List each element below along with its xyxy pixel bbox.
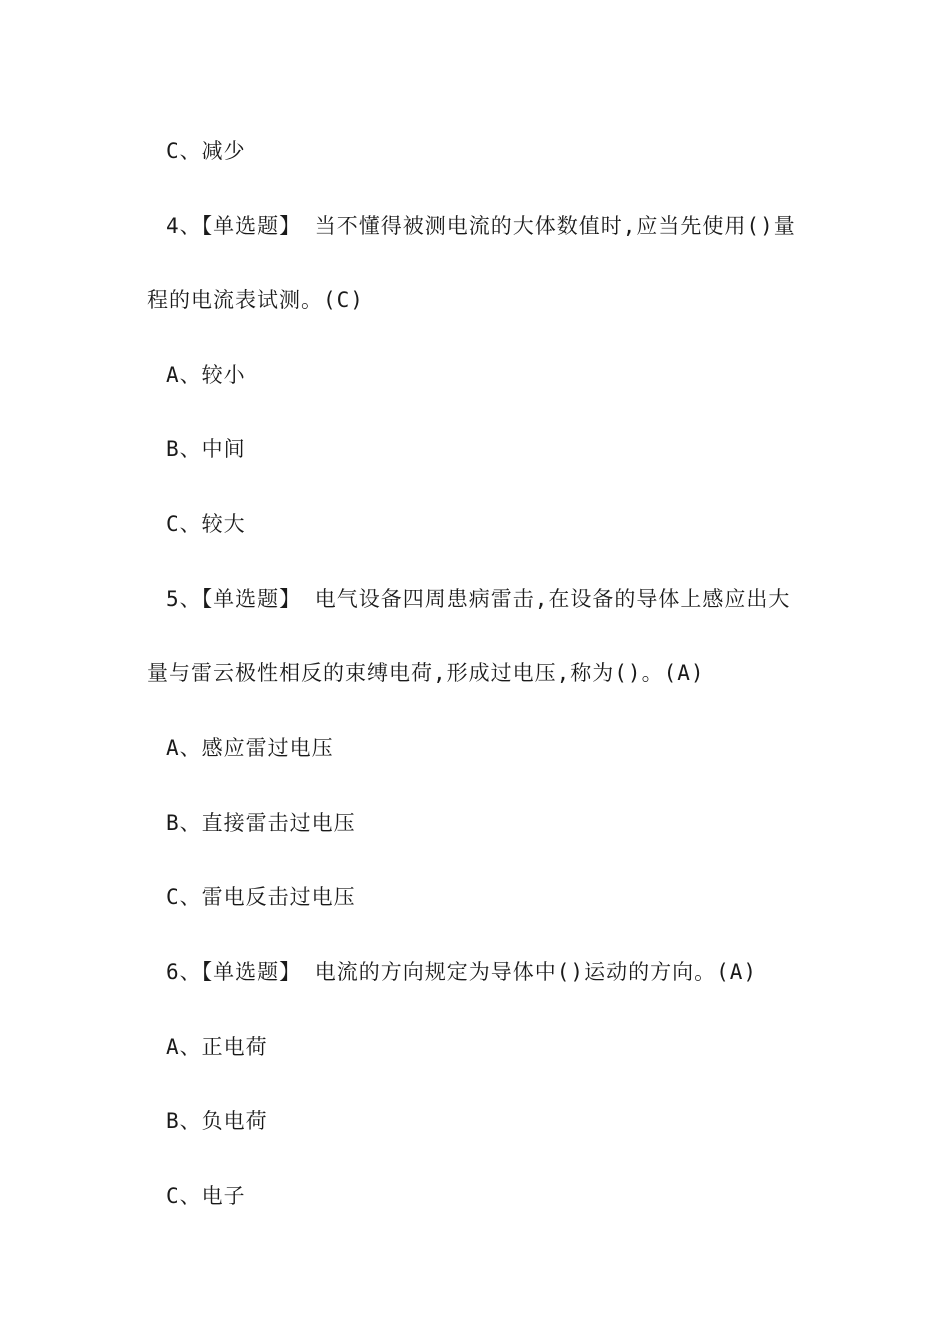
q5-question-stem-continued: 量与雷云极性相反的束缚电荷,形成过电压,称为()。(A)	[147, 661, 705, 685]
q3-option-c: C、减少	[166, 139, 246, 163]
q6-option-b: B、负电荷	[166, 1109, 268, 1133]
q5-option-a: A、感应雷过电压	[166, 736, 334, 760]
q4-question-stem-continued: 程的电流表试测。(C)	[147, 288, 364, 312]
q6-option-c: C、电子	[166, 1184, 246, 1208]
q5-option-b: B、直接雷击过电压	[166, 811, 356, 835]
q6-option-a: A、正电荷	[166, 1035, 268, 1059]
q4-option-a: A、较小	[166, 363, 246, 387]
q4-option-b: B、中间	[166, 437, 246, 461]
q4-option-c: C、较大	[166, 512, 246, 536]
q5-option-c: C、雷电反击过电压	[166, 885, 356, 909]
q6-question-stem: 6、【单选题】 电流的方向规定为导体中()运动的方向。(A)	[166, 960, 757, 984]
q5-question-stem: 5、【单选题】 电气设备四周患病雷击,在设备的导体上感应出大	[166, 587, 791, 611]
q4-question-stem: 4、【单选题】 当不懂得被测电流的大体数值时,应当先使用()量	[166, 214, 796, 238]
